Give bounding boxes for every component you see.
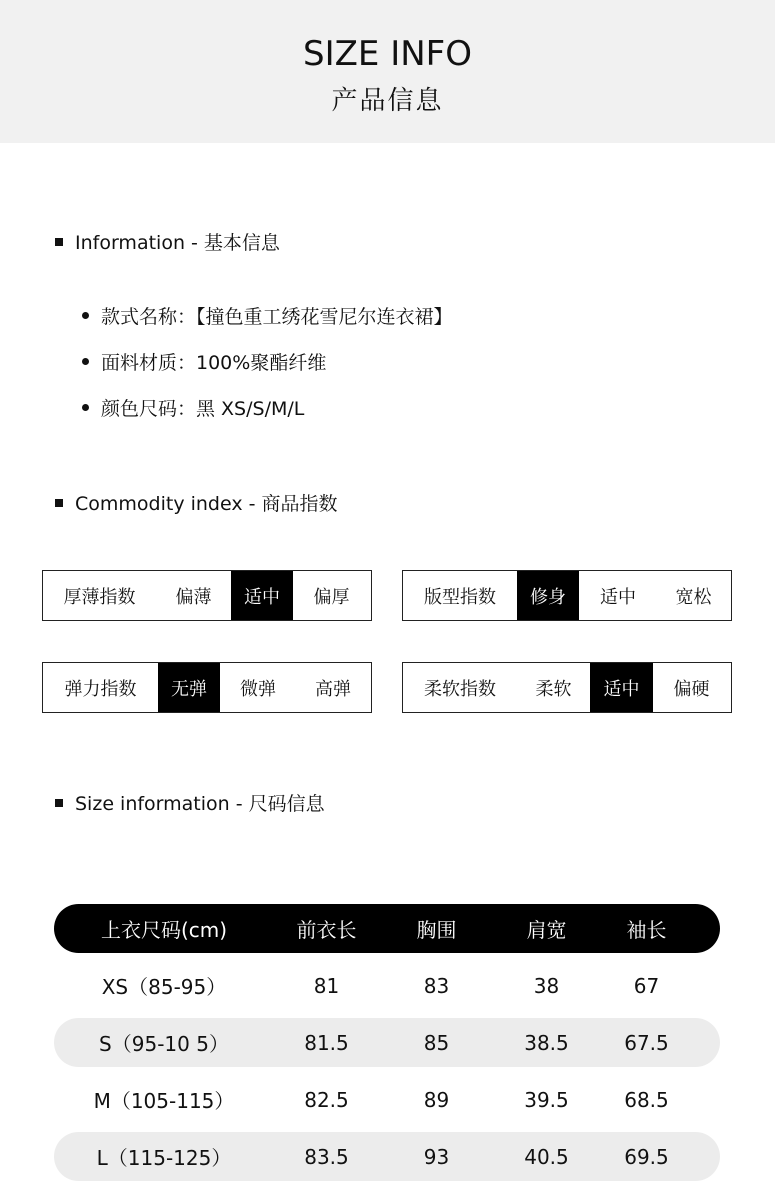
table-cell: XS（85-95） (101, 975, 227, 999)
index-option: 高弹 (315, 678, 351, 700)
index-label: 柔软指数 (424, 678, 496, 700)
table-header-cell: 前衣长 (296, 918, 357, 942)
square-bullet-icon (55, 238, 63, 246)
dot-bullet-icon (82, 312, 89, 319)
table-cell: 85 (423, 1030, 450, 1055)
info-item-color-size: 颜色尺码：黑 XS/S/M/L (101, 397, 305, 420)
table-header-cell: 袖长 (626, 918, 667, 942)
table-row (54, 1018, 720, 1067)
fit-index (402, 570, 732, 621)
index-option: 微弹 (240, 678, 276, 700)
table-header-cell: 肩宽 (526, 918, 567, 942)
table-cell: 89 (423, 1087, 450, 1112)
table-cell: 67.5 (624, 1030, 669, 1055)
table-cell: M（105-115） (93, 1089, 235, 1113)
table-cell: 93 (423, 1144, 450, 1169)
table-header-row (54, 904, 720, 953)
index-option: 柔软 (535, 678, 572, 700)
index-option-selected: 适中 (590, 663, 653, 712)
table-row (54, 1132, 720, 1181)
square-bullet-icon (55, 799, 63, 807)
section-size (55, 789, 325, 816)
table-cell: 68.5 (624, 1087, 669, 1112)
table-cell: 40.5 (524, 1144, 569, 1169)
table-row (54, 961, 720, 1010)
index-option: 偏薄 (175, 586, 212, 608)
table-row (54, 1075, 720, 1124)
table-cell: 83.5 (304, 1144, 349, 1169)
info-item-fabric: 面料材质：100%聚酯纤维 (101, 351, 327, 374)
index-option: 宽松 (675, 586, 712, 608)
info-item-style-name: 款式名称：【撞色重工绣花雪尼尔连衣裙】 (101, 305, 453, 328)
table-header-cell: 胸围 (416, 918, 457, 942)
header-banner (0, 0, 775, 143)
list-item (82, 384, 453, 430)
index-label: 厚薄指数 (63, 586, 136, 608)
table-cell: 81 (313, 973, 340, 998)
index-option: 偏厚 (313, 586, 350, 608)
thickness-index (42, 570, 372, 621)
dot-bullet-icon (82, 404, 89, 411)
table-cell: 81.5 (304, 1030, 349, 1055)
list-item (82, 292, 453, 338)
list-item (82, 338, 453, 384)
size-table (54, 904, 720, 1189)
index-option-selected: 修身 (517, 571, 579, 620)
section-size-title: Size information - 尺码信息 (75, 793, 325, 815)
table-cell: 69.5 (624, 1144, 669, 1169)
table-cell: 38 (533, 973, 560, 998)
index-option-selected: 无弹 (158, 663, 220, 712)
table-cell: L（115-125） (96, 1146, 232, 1170)
table-cell: 39.5 (524, 1087, 569, 1112)
table-header-cell: 上衣尺码(cm) (100, 918, 228, 942)
section-information (55, 228, 280, 255)
index-option-selected: 适中 (231, 571, 293, 620)
table-cell: 83 (423, 973, 450, 998)
softness-index (402, 662, 732, 713)
section-information-title: Information - 基本信息 (75, 232, 280, 254)
table-cell: 82.5 (304, 1087, 349, 1112)
index-option: 适中 (600, 586, 636, 608)
table-cell: S（95-10 5） (99, 1032, 229, 1056)
info-list (82, 292, 453, 430)
index-option: 偏硬 (673, 678, 710, 700)
page-title: SIZE INFO (303, 34, 472, 74)
section-commodity (55, 489, 338, 516)
page-subtitle: 产品信息 (331, 86, 444, 116)
table-cell: 38.5 (524, 1030, 569, 1055)
elasticity-index (42, 662, 372, 713)
square-bullet-icon (55, 499, 63, 507)
index-label: 弹力指数 (64, 678, 137, 700)
dot-bullet-icon (82, 358, 89, 365)
table-cell: 67 (633, 973, 660, 998)
section-commodity-title: Commodity index - 商品指数 (75, 493, 338, 515)
index-label: 版型指数 (424, 586, 496, 608)
